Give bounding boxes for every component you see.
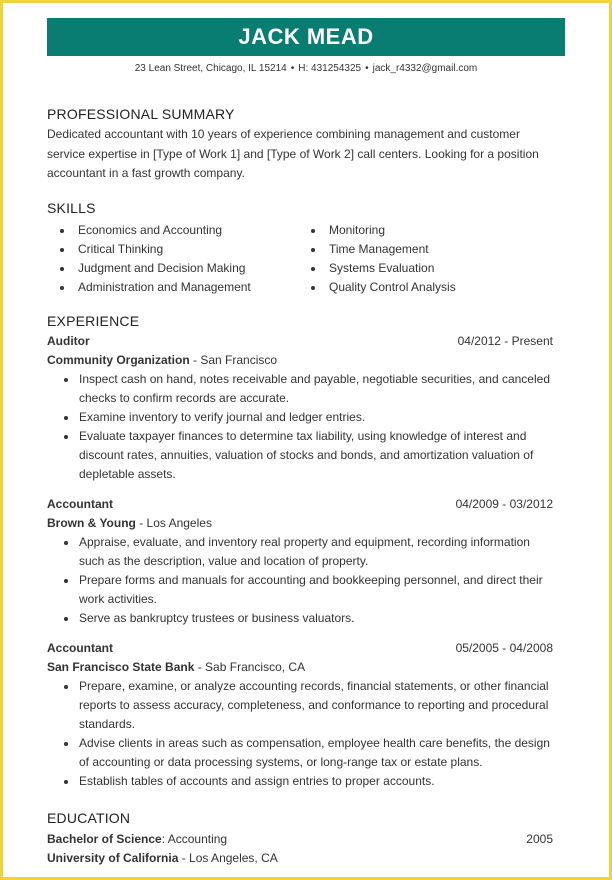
job-bullet: Evaluate taxpayer finances to determine tax liability, using knowledge of interest and discount rates, annuities, valuation of stocks and bonds, and amortization valuation of depletable assets.	[61, 427, 553, 484]
job-entry	[47, 495, 553, 628]
job-bullets	[61, 533, 553, 628]
job-entry	[47, 332, 553, 484]
job-dates: 05/2005 - 04/2008	[455, 641, 553, 655]
job-title: Accountant	[47, 641, 113, 655]
job-bullet: Establish tables of accounts and assign entries to proper accounts.	[61, 772, 553, 791]
email: jack_r4332@gmail.com	[372, 63, 478, 74]
field-of-study: : Accounting	[161, 832, 228, 846]
separator: •	[365, 63, 369, 74]
job-title: Accountant	[47, 497, 113, 511]
job-location: - Los Angeles	[135, 516, 212, 530]
address: 23 Lean Street, Chicago, IL 15214	[134, 63, 287, 74]
skill-item: Administration and Management	[59, 278, 251, 297]
job-organization: Community Organization	[47, 353, 190, 367]
job-dates: 04/2012 - Present	[457, 334, 553, 348]
skills-heading: SKILLS	[47, 200, 96, 216]
separator: •	[290, 63, 295, 74]
candidate-name: JACK MEAD	[238, 24, 374, 49]
education-heading: EDUCATION	[47, 810, 131, 826]
job-location: - Sab Francisco, CA	[194, 660, 306, 674]
skill-item: Critical Thinking	[59, 240, 251, 259]
resume-page	[3, 3, 609, 877]
job-dates: 04/2009 - 03/2012	[455, 497, 553, 511]
job-organization: San Francisco State Bank	[47, 660, 195, 674]
job-bullet: Advise clients in areas such as compensation, employee health care benefits, the design of accounting or data processing systems, or long-range tax or estate plans.	[61, 734, 553, 772]
job-bullets	[61, 370, 553, 484]
job-bullet: Serve as bankruptcy trustees or business valuators.	[61, 609, 553, 628]
skill-item: Judgment and Decision Making	[59, 259, 251, 278]
job-bullet: Inspect cash on hand, notes receivable and payable, negotiable securities, and canceled checks to confirm records are accurate.	[61, 370, 553, 408]
skill-item: Monitoring	[310, 221, 456, 240]
school-name: University of California	[47, 851, 179, 865]
job-bullets	[61, 677, 553, 791]
job-title: Auditor	[47, 334, 90, 348]
education-entry	[47, 830, 553, 868]
job-bullet: Appraise, evaluate, and inventory real property and equipment, recording information such as the description, value and location of property.	[61, 533, 553, 571]
skill-item: Quality Control Analysis	[310, 278, 456, 297]
skill-item: Time Management	[310, 240, 456, 259]
skills-list-left	[59, 221, 251, 297]
job-location: - San Francisco	[189, 353, 278, 367]
name-banner	[47, 18, 565, 56]
job-entry	[47, 639, 553, 791]
graduation-year: 2005	[526, 832, 553, 846]
skill-item: Systems Evaluation	[310, 259, 456, 278]
summary-text: Dedicated accountant with 10 years of experience combining management and customer service expertise in [Type of Work 1] and [Type of Work 2] call centers. Looking for a position accountant in a fast growth company.	[47, 127, 539, 180]
skill-item: Economics and Accounting	[59, 221, 251, 240]
job-organization: Brown & Young	[47, 516, 136, 530]
job-bullet: Prepare, examine, or analyze accounting records, financial statements, or other financial reports to assess accuracy, completeness, and conformance to reporting and procedural standards.	[61, 677, 553, 734]
contact-line	[47, 63, 565, 74]
job-bullet: Prepare forms and manuals for accounting and bookkeeping personnel, and direct their work activities.	[61, 571, 553, 609]
job-bullet: Examine inventory to verify journal and ledger entries.	[61, 408, 553, 427]
skills-list-right	[310, 221, 456, 297]
summary-heading: PROFESSIONAL SUMMARY	[47, 106, 235, 122]
school-location: - Los Angeles, CA	[178, 851, 278, 865]
degree: Bachelor of Science	[47, 832, 162, 846]
phone: H: 431254325	[298, 63, 362, 74]
experience-heading: EXPERIENCE	[47, 313, 140, 329]
